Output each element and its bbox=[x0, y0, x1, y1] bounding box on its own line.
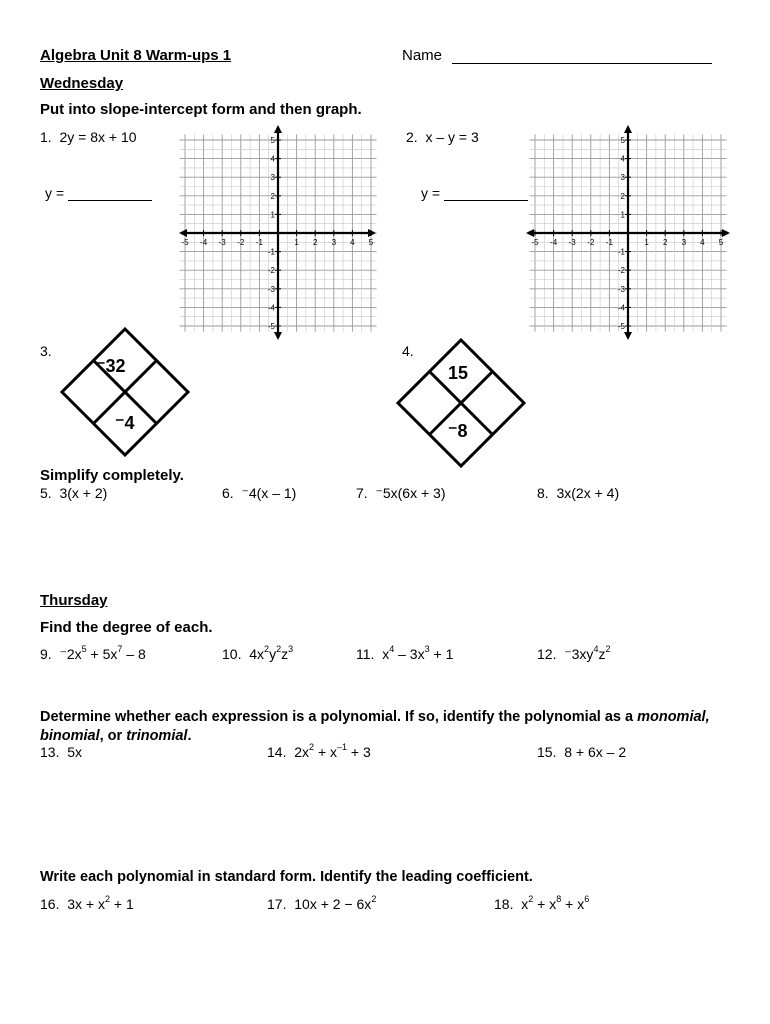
y-axis-arrow-down-icon bbox=[624, 332, 632, 340]
problem-18-exp-c: 6 bbox=[584, 894, 590, 904]
problem-6-expression: ⁻4(x – 1) bbox=[241, 485, 297, 501]
problem-6 bbox=[222, 485, 296, 502]
problem-3-number: 3. bbox=[40, 343, 52, 359]
problem-8-expression: 3x(2x + 4) bbox=[556, 485, 620, 501]
x-axis-arrow-right-icon bbox=[368, 229, 376, 237]
problem-17-exp-a: 2 bbox=[371, 894, 377, 904]
x-tick-label: -4 bbox=[550, 238, 558, 247]
y-tick-label: 5 bbox=[270, 136, 275, 145]
problem-2-answer-blank[interactable] bbox=[444, 187, 528, 201]
y-tick-label: 2 bbox=[620, 191, 625, 201]
problem-1-number: 1. bbox=[40, 129, 52, 145]
problem-2-equation: x – y = 3 bbox=[425, 129, 479, 145]
diamond-4-shape bbox=[396, 338, 526, 468]
problem-7-expression: ⁻5x(6x + 3) bbox=[375, 485, 446, 501]
problem-18-term-c: + x bbox=[561, 896, 585, 912]
y-tick-label: 1 bbox=[270, 210, 275, 220]
y-tick-label: -5 bbox=[617, 322, 625, 331]
standard-form-heading: Write each polynomial in standard form. Identify the leading coefficient. bbox=[40, 869, 533, 885]
problem-18 bbox=[494, 896, 589, 912]
problem-7 bbox=[356, 485, 446, 502]
problem-9-term-a: ⁻2x bbox=[59, 646, 82, 662]
y-axis-arrow-up-icon bbox=[274, 125, 282, 133]
polynomial-heading-monomial: monomial, bbox=[637, 709, 710, 725]
x-tick-label: -5 bbox=[531, 238, 539, 247]
problem-13-expression: 5x bbox=[67, 744, 83, 760]
y-tick-label: 5 bbox=[620, 136, 625, 145]
x-tick-label: 3 bbox=[331, 238, 337, 247]
problem-13-number: 13. bbox=[40, 744, 60, 760]
name-label bbox=[402, 47, 712, 64]
problem-14-number: 14. bbox=[267, 744, 287, 760]
coordinate-grid-1[interactable] bbox=[175, 125, 380, 340]
diamond-4-top-value: 15 bbox=[448, 363, 469, 383]
problem-12-exp-b: 2 bbox=[605, 644, 611, 654]
x-tick-label: -2 bbox=[587, 238, 595, 247]
y-tick-label: -2 bbox=[617, 266, 625, 276]
x-tick-label: -5 bbox=[181, 238, 189, 247]
polynomial-heading-binomial: binomial bbox=[40, 728, 100, 744]
problem-18-number: 18. bbox=[494, 896, 514, 912]
problem-11-term-a: x bbox=[382, 646, 390, 662]
problem-17-number: 17. bbox=[267, 896, 287, 912]
x-tick-label: 3 bbox=[681, 238, 687, 247]
problem-8-number: 8. bbox=[537, 485, 549, 501]
problem-10-term-c: z bbox=[281, 646, 289, 662]
graph-instruction: Put into slope-intercept form and then graph. bbox=[40, 101, 362, 118]
x-tick-label: 5 bbox=[718, 238, 724, 247]
problem-10-term-a: 4x bbox=[249, 646, 265, 662]
y-tick-label: 3 bbox=[620, 173, 625, 183]
problem-11-term-b: – 3x bbox=[394, 646, 425, 662]
problem-16-term-b: + 1 bbox=[110, 896, 134, 912]
x-tick-label: -3 bbox=[568, 238, 576, 247]
problem-9-number: 9. bbox=[40, 646, 52, 662]
problem-16-term-a: 3x + x bbox=[67, 896, 105, 912]
worksheet-title: Algebra Unit 8 Warm-ups 1 bbox=[40, 47, 232, 64]
wednesday-heading: Wednesday bbox=[40, 75, 124, 92]
problem-10-term-b: y bbox=[269, 646, 277, 662]
problem-14-term-b: + x bbox=[314, 744, 338, 760]
degree-heading: Find the degree of each. bbox=[40, 619, 213, 636]
problem-1-answer-blank[interactable] bbox=[68, 187, 152, 201]
problem-14-term-c: + 3 bbox=[347, 744, 371, 760]
problem-17 bbox=[267, 896, 376, 912]
x-tick-label: 1 bbox=[644, 238, 649, 247]
problem-2 bbox=[406, 129, 479, 145]
coordinate-grid-2[interactable] bbox=[522, 125, 734, 340]
x-axis-arrow-right-icon bbox=[722, 229, 730, 237]
problem-2-number: 2. bbox=[406, 129, 418, 145]
problem-11-exp-a: 4 bbox=[389, 644, 395, 654]
problem-10-exp-b: 2 bbox=[276, 644, 282, 654]
problem-12-term-a: ⁻3xy bbox=[564, 646, 594, 662]
y-axis-arrow-down-icon bbox=[274, 332, 282, 340]
diamond-4-bottom-value: ⁻8 bbox=[448, 421, 468, 441]
problem-1-equation: 2y = 8x + 10 bbox=[59, 129, 137, 145]
problem-8 bbox=[537, 485, 619, 501]
x-tick-label: -3 bbox=[218, 238, 226, 247]
problem-5-expression: 3(x + 2) bbox=[59, 485, 108, 501]
y-tick-label: -1 bbox=[267, 247, 275, 257]
problem-2-answer-label: y = bbox=[421, 185, 441, 201]
problem-9 bbox=[40, 646, 146, 663]
diamond-problem-4 bbox=[396, 338, 526, 468]
diamond-3-bottom-value: ⁻4 bbox=[115, 413, 135, 433]
problem-12-number: 12. bbox=[537, 646, 557, 662]
problem-6-number: 6. bbox=[222, 485, 234, 501]
x-axis-arrow-left-icon bbox=[526, 229, 534, 237]
y-tick-label: 4 bbox=[620, 154, 625, 164]
y-tick-label: -4 bbox=[617, 303, 625, 313]
problem-14-exp-a: 2 bbox=[309, 742, 315, 752]
name-blank[interactable] bbox=[452, 49, 712, 64]
problem-10-exp-a: 2 bbox=[264, 644, 270, 654]
problem-15-number: 15. bbox=[537, 744, 557, 760]
polynomial-heading-text: Determine whether each expression is a polynomial. If so, identify the polynomial as a bbox=[40, 709, 638, 725]
problem-11-exp-b: 3 bbox=[424, 644, 430, 654]
name-label-text: Name bbox=[402, 47, 443, 64]
thursday-heading: Thursday bbox=[40, 592, 108, 609]
polynomial-heading-or: , or bbox=[99, 728, 127, 744]
y-tick-label: 3 bbox=[270, 173, 275, 183]
problem-16-number: 16. bbox=[40, 896, 60, 912]
y-tick-label: -4 bbox=[267, 303, 275, 313]
y-tick-label: -2 bbox=[267, 266, 275, 276]
problem-1-answer-label: y = bbox=[45, 185, 65, 201]
y-tick-label: -1 bbox=[617, 247, 625, 257]
y-tick-label: 4 bbox=[270, 154, 275, 164]
problem-5 bbox=[40, 485, 107, 501]
x-tick-label: 2 bbox=[662, 238, 668, 247]
problem-15 bbox=[537, 744, 626, 760]
problem-12 bbox=[537, 646, 610, 663]
problem-10 bbox=[222, 646, 293, 662]
problem-10-exp-c: 3 bbox=[288, 644, 294, 654]
problem-14 bbox=[267, 744, 371, 760]
problem-12-term-b: z bbox=[598, 646, 606, 662]
x-tick-label: -2 bbox=[237, 238, 245, 247]
simplify-heading: Simplify completely. bbox=[40, 467, 184, 484]
diamond-3-shape bbox=[60, 327, 190, 457]
problem-13 bbox=[40, 744, 82, 760]
problem-2-answer bbox=[421, 185, 528, 201]
polynomial-heading-trinomial: trinomial bbox=[126, 728, 188, 744]
problem-15-expression: 8 + 6x – 2 bbox=[564, 744, 627, 760]
diamond-3-top-value: ⁻32 bbox=[96, 356, 126, 376]
polynomial-heading-period: . bbox=[187, 728, 192, 744]
x-tick-label: 5 bbox=[368, 238, 374, 247]
x-axis-arrow-left-icon bbox=[179, 229, 187, 237]
problem-5-number: 5. bbox=[40, 485, 52, 501]
problem-7-number: 7. bbox=[356, 485, 368, 501]
x-tick-label: 1 bbox=[294, 238, 299, 247]
problem-11 bbox=[356, 646, 453, 662]
y-tick-label: -3 bbox=[617, 284, 625, 294]
x-tick-label: -1 bbox=[255, 238, 263, 247]
x-tick-label: 4 bbox=[700, 238, 705, 247]
problem-11-term-c: + 1 bbox=[429, 646, 454, 662]
problem-4-number: 4. bbox=[402, 343, 414, 359]
problem-14-term-a: 2x bbox=[294, 744, 310, 760]
problem-10-number: 10. bbox=[222, 646, 242, 662]
y-tick-label: 2 bbox=[270, 191, 275, 201]
problem-18-exp-a: 2 bbox=[528, 894, 534, 904]
x-tick-label: 2 bbox=[312, 238, 318, 247]
x-tick-label: -4 bbox=[200, 238, 208, 247]
problem-18-term-b: + x bbox=[533, 896, 557, 912]
problem-12-exp-a: 4 bbox=[593, 644, 599, 654]
problem-16-exp-a: 2 bbox=[105, 894, 111, 904]
y-tick-label: 1 bbox=[620, 210, 625, 220]
problem-17-term-a: 10x + 2 − 6x bbox=[294, 896, 372, 912]
problem-16 bbox=[40, 896, 134, 912]
problem-1 bbox=[40, 129, 137, 145]
problem-1-answer bbox=[45, 185, 152, 201]
polynomial-heading bbox=[40, 708, 750, 746]
y-tick-label: -3 bbox=[267, 284, 275, 294]
problem-9-term-c: – 8 bbox=[122, 646, 146, 662]
problem-9-exp-b: 7 bbox=[117, 644, 123, 654]
diamond-problem-3 bbox=[60, 327, 190, 457]
problem-11-number: 11. bbox=[356, 646, 375, 662]
y-axis-arrow-up-icon bbox=[624, 125, 632, 133]
problem-9-exp-a: 5 bbox=[81, 644, 87, 654]
problem-18-exp-b: 8 bbox=[556, 894, 562, 904]
x-tick-label: -1 bbox=[605, 238, 613, 247]
problem-9-term-b: + 5x bbox=[86, 646, 118, 662]
problem-14-exp-b: –1 bbox=[337, 742, 348, 752]
x-tick-label: 4 bbox=[350, 238, 355, 247]
problem-18-term-a: x bbox=[521, 896, 529, 912]
y-tick-label: -5 bbox=[267, 322, 275, 331]
